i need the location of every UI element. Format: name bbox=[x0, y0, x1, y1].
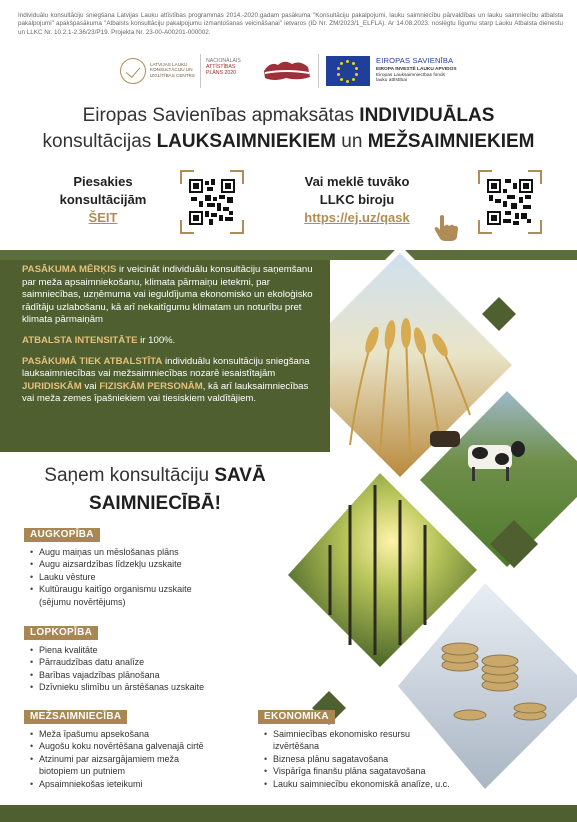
office-link[interactable]: https://ej.uz/qask bbox=[304, 210, 410, 225]
qr-code-icon bbox=[189, 179, 235, 225]
eu-flag-icon bbox=[326, 56, 370, 86]
eu-fund-text: EIROPAS SAVIENĪBA EIROPA INVESTĒ LAUKU APVIDOS Eiropas Lauksaimniecības fonds lauku attīstībai bbox=[376, 56, 457, 84]
llkc-mark-icon bbox=[120, 58, 146, 84]
list-item: izvērtēšana bbox=[273, 741, 320, 752]
footer-bar bbox=[0, 805, 577, 822]
list-item: • Vispārīga finanšu plāna sagatavošana bbox=[264, 765, 508, 777]
section-badge: EKONOMIKA bbox=[258, 710, 335, 724]
main-headline: Eiropas Savienības apmaksātas INDIVIDUĀLAS konsultācijas LAUKSAIMNIEKIEM un MEŽSAIMNIEKIEM bbox=[42, 105, 535, 152]
apply-link[interactable]: ŠEIT bbox=[88, 210, 118, 225]
list-item: • Biznesa plānu sagatavošana bbox=[264, 753, 508, 765]
latvia-flag-icon bbox=[262, 57, 312, 83]
list-item: • Apsaimniekošas ieteikumi bbox=[30, 778, 264, 790]
funding-disclaimer: Individuālu konsultāciju sniegšana Latvijas Lauku attīstības programmas 2014.-2020.gadam pasākuma "Konsultāciju pakalpojumi, lauku saimniecību pārvaldības un lauku saimniecību atbalsta pakalpojumi" apakšpasākuma "Atbalsts konsultāciju pakalpojumu izmantošanas veicināšanai" ietvaros (ID Nr. ZM/2023/1_ELFLA). Ar 14.08.2023. noslēgtu līgumu starp Lauku Atbalsta dienestu un LLKC Nr. 10.2.1-2.36/23/P19. Projekta Nr. 23-00-A00201-000002. bbox=[18, 12, 563, 36]
apply-qr-code[interactable] bbox=[180, 170, 244, 234]
section-badge: LOPKOPĪBA bbox=[24, 626, 98, 640]
nap-2020-logo: NACIONĀLAIS ATTĪSTĪBAS PLĀNS 2020 bbox=[206, 58, 241, 76]
list-item: • Lauku vēsture bbox=[30, 571, 264, 583]
list-item: • Meža īpašumu apsekošana bbox=[30, 728, 264, 740]
sub-headline: Saņem konsultāciju SAVĀ SAIMNIECĪBĀ! bbox=[44, 465, 266, 514]
section-badge: MEŽSAIMNIECĪBA bbox=[24, 710, 127, 724]
section-ekonomika bbox=[258, 706, 508, 790]
list-item: • Saimniecības ekonomisko resursu bbox=[264, 728, 508, 740]
section-augkopiba bbox=[24, 524, 264, 608]
list-item: • Barības vajadzības plānošana bbox=[30, 669, 264, 681]
section-badge: AUGKOPĪBA bbox=[24, 528, 100, 542]
office-cta: Vai meklē tuvāko LLKC biroju https://ej.uz/qask bbox=[282, 173, 432, 227]
list-item: (sējumu novērtējums) bbox=[39, 596, 126, 607]
list-item: • Pārraudzības datu analīze bbox=[30, 656, 264, 668]
apply-cta: Piesakies konsultācijām ŠEIT bbox=[38, 173, 168, 227]
list-item: • Dzīvnieku slimību un ārstēšanas uzskaite bbox=[30, 681, 264, 693]
info-text: PASĀKUMA MĒRĶIS ir veicināt individuālu konsultāciju saņemšanu par meža apsaimniekošanu, klimata pārmaiņu ietekmi, par saimniecības, uzņēmuma vai ieguldījuma ekonomisko un ekoloģisko rādītāju uzlabošanu, kā arī nekaitīgumu klimatam un noturību pret klimata pārmaiņām ATBALSTA INTENSITĀTE ir 100%. PASĀKUMĀ TIEK ATBALSTĪTA individuālu konsultāciju sniegšana lauksaimniecības vai mežsaimniecības nozarē iesaistītajām JURIDISKĀM vai FIZISKĀM PERSONĀM, kā arī lauksaimniecības vai meža zemes īpašniekiem vai tiesiskiem valdītājiem. bbox=[22, 264, 313, 405]
list-item: • Augu maiņas un mēslošanas plāns bbox=[30, 546, 264, 558]
list-item: • Piena kvalitāte bbox=[30, 644, 264, 656]
list-item: • Lauku saimniecību ekonomiskā analīze, u.c. bbox=[264, 778, 508, 790]
list-item: biotopiem un putniem bbox=[39, 766, 126, 777]
qr-code-icon bbox=[487, 179, 533, 225]
pointing-hand-icon bbox=[431, 213, 461, 243]
partner-logos bbox=[120, 54, 540, 88]
logo-divider bbox=[318, 54, 319, 88]
section-mezsaimnieciba bbox=[24, 706, 264, 790]
office-qr-code[interactable] bbox=[478, 170, 542, 234]
section-lopkopiba bbox=[24, 622, 264, 694]
llkc-logo: LATVIJAS LAUKU KONSULTĀCIJU UN IZGLĪTĪBAS CENTRS bbox=[120, 56, 198, 86]
list-item: • Kultūraugu kaitīgo organismu uzskaite bbox=[30, 583, 264, 595]
list-item: • Atzinumi par aizsargājamiem meža bbox=[30, 753, 264, 765]
list-item: • Augošu koku novērtēšana galvenajā cirtē bbox=[30, 740, 264, 752]
list-item: • Augu aizsardzības līdzekļu uzskaite bbox=[30, 558, 264, 570]
logo-divider bbox=[200, 54, 201, 88]
